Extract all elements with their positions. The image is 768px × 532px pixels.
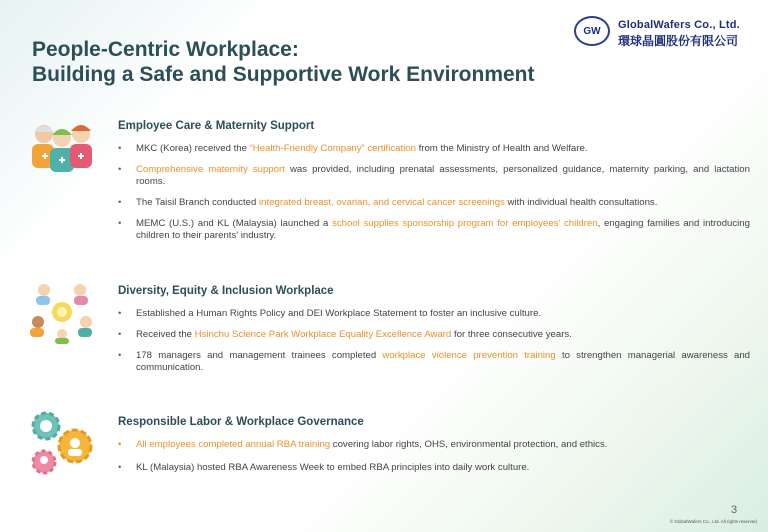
section-heading: Employee Care & Maternity Support (118, 120, 315, 132)
people-care-icon (28, 120, 96, 181)
list-item: • The Taisil Branch conducted integrated breast, ovarian, and cervical cancer screenings with individual health consultations. (118, 197, 658, 208)
copyright-notice: © GlobalWafers Co., Ltd. All rights reserved. (669, 519, 758, 524)
page-number: 3 (731, 504, 738, 516)
title-line-1: People-Centric Workplace: (32, 38, 299, 61)
section-heading: Responsible Labor & Workplace Governance (118, 416, 364, 428)
section-heading: Diversity, Equity & Inclusion Workplace (118, 285, 334, 297)
diversity-circle-icon (28, 280, 96, 349)
list-item: • 178 managers and management trainees completed workplace violence prevention training to strengthen managerial awareness and communication. (118, 350, 751, 373)
page-title (32, 37, 535, 87)
list-item: • MEMC (U.S.) and KL (Malaysia) launched a school supplies sponsorship program for employees' children, engaging families and introducing children to their parents' industry. (118, 218, 750, 241)
title-line-2: Building a Safe and Supportive Work Environment (32, 63, 535, 86)
logo-name-zh: 環球晶圓股份有限公司 (618, 34, 739, 48)
logo-mark: GW (574, 16, 610, 46)
list-item: • MKC (Korea) received the “Health-Friendly Company” certification from the Ministry of Health and Welfare. (118, 143, 588, 154)
list-item: • Established a Human Rights Policy and DEI Workplace Statement to foster an inclusive culture. (118, 308, 542, 319)
list-item: • Comprehensive maternity support was provided, including prenatal assessments, personalized guidance, maternity parking, and lactation rooms. (118, 164, 750, 187)
bullet-list (118, 143, 750, 242)
bullet-list (118, 439, 750, 474)
logo-name-en: GlobalWafers Co., Ltd. (618, 19, 740, 31)
bullet-list (118, 308, 750, 374)
list-item: • All employees completed annual RBA training covering labor rights, OHS, environmental protection, and ethics. (118, 439, 608, 450)
company-logo (574, 14, 744, 52)
list-item: • KL (Malaysia) hosted RBA Awareness Week to embed RBA principles into daily work culture. (118, 462, 530, 473)
list-item: • Received the Hsinchu Science Park Workplace Equality Excellence Award for three consecutive years. (118, 329, 572, 340)
gears-people-icon (28, 410, 96, 481)
